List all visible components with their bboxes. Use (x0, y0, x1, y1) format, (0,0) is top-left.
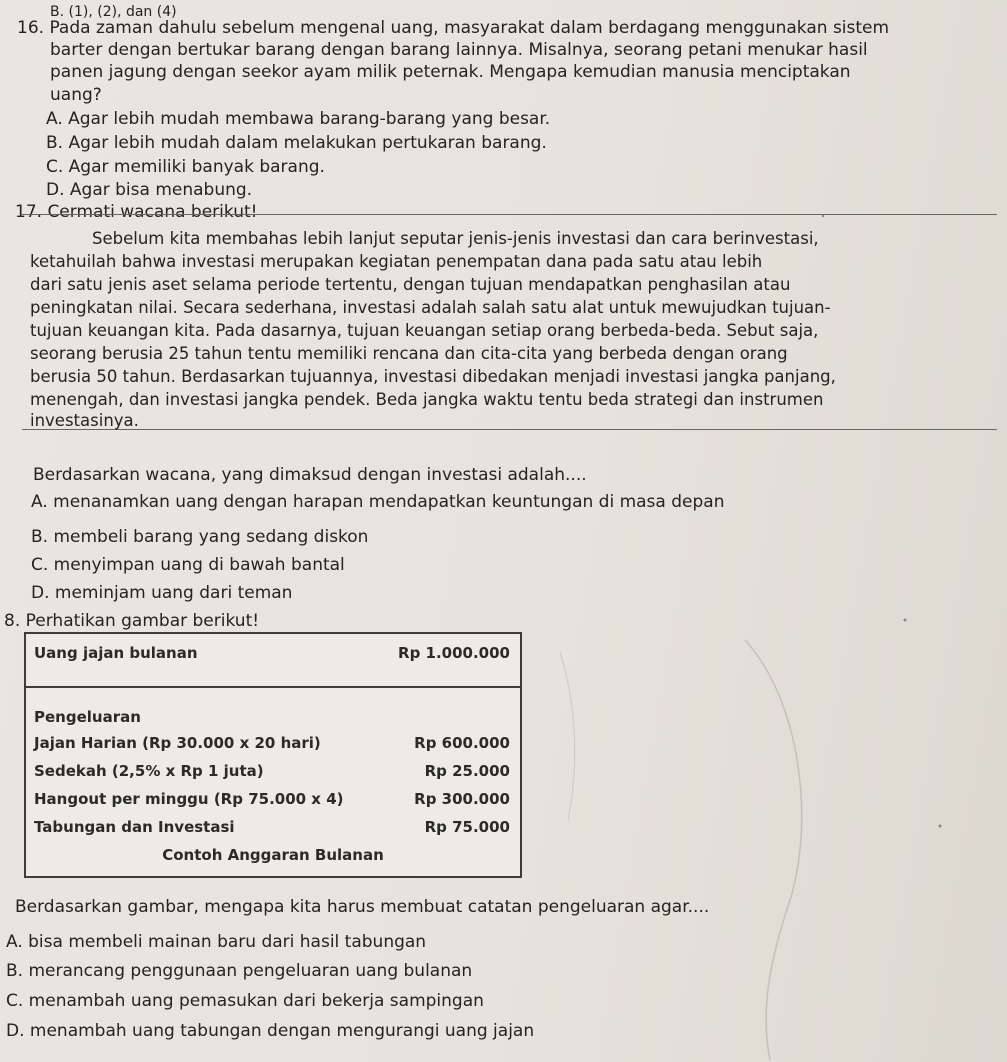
q16-line-1: 16. Pada zaman dahulu sebelum mengenal uang, masyarakat dalam berdagang menggunakan sistem (17, 18, 890, 38)
income-amount: Rp 1.000.000 (398, 644, 510, 662)
q17-option-d[interactable]: D. meminjam uang dari teman (31, 583, 293, 603)
expense-amount: Rp 25.000 (424, 762, 510, 780)
q18-option-c[interactable]: C. menambah uang pemasukan dari bekerja sampingan (6, 991, 484, 1011)
passage-line-4: peningkatan nilai. Secara sederhana, investasi adalah salah satu alat untuk mewujudkan tujuan- (30, 298, 831, 317)
passage-line-6: seorang berusia 25 tahun tentu memiliki rencana dan cita-cita yang berbeda dengan orang (30, 344, 788, 363)
expense-amount: Rp 300.000 (414, 790, 510, 808)
q15-option-b: B. (1), (2), dan (4) (50, 4, 177, 20)
q16-option-b[interactable]: B. Agar lebih mudah dalam melakukan pertukaran barang. (46, 133, 547, 153)
expense-row (26, 784, 520, 814)
income-row (26, 638, 520, 668)
figure-divider (26, 686, 520, 688)
q17-option-c[interactable]: C. menyimpan uang di bawah bantal (31, 555, 345, 575)
passage-line-3: dari satu jenis aset selama periode tertentu, dengan tujuan mendapatkan penghasilan atau (30, 275, 791, 294)
q16-option-d[interactable]: D. Agar bisa menabung. (46, 180, 253, 200)
expense-row (26, 756, 520, 786)
q17-option-b[interactable]: B. membeli barang yang sedang diskon (31, 527, 369, 547)
q18-option-b[interactable]: B. merancang penggunaan pengeluaran uang bulanan (6, 961, 473, 981)
expense-row (26, 812, 520, 842)
q16-line-4: uang? (50, 85, 102, 105)
q16-line-2: barter dengan bertukar barang dengan barang lainnya. Misalnya, seorang petani menukar hasil (50, 40, 868, 60)
q18-intro: 8. Perhatikan gambar berikut! (4, 611, 260, 631)
monthly-budget-figure (24, 632, 522, 878)
q18-question: Berdasarkan gambar, mengapa kita harus membuat catatan pengeluaran agar.... (15, 897, 710, 917)
q17-intro: 17. Cermati wacana berikut! (15, 202, 258, 222)
q18-option-d[interactable]: D. menambah uang tabungan dengan mengurangi uang jajan (6, 1021, 535, 1041)
income-label: Uang jajan bulanan (34, 644, 198, 662)
passage-line-9: investasinya. (30, 411, 139, 430)
expense-amount: Rp 75.000 (424, 818, 510, 836)
q18-option-a[interactable]: A. bisa membeli mainan baru dari hasil tabungan (6, 932, 427, 952)
expense-row (26, 728, 520, 758)
q17-question: Berdasarkan wacana, yang dimaksud dengan investasi adalah.... (33, 465, 587, 485)
q16-option-a[interactable]: A. Agar lebih mudah membawa barang-barang yang besar. (46, 109, 551, 129)
passage-line-8: menengah, dan investasi jangka pendek. Beda jangka waktu tentu beda strategi dan instrumen (30, 390, 824, 409)
q17-option-a[interactable]: A. menanamkan uang dengan harapan mendapatkan keuntungan di masa depan (31, 492, 725, 512)
expense-header: Pengeluaran (34, 708, 141, 726)
expense-label: Jajan Harian (Rp 30.000 x 20 hari) (34, 734, 321, 752)
q16-option-c[interactable]: C. Agar memiliki banyak barang. (46, 157, 325, 177)
passage-line-1: Sebelum kita membahas lebih lanjut seputar jenis-jenis investasi dan cara berinvestasi, (92, 229, 819, 248)
figure-caption: Contoh Anggaran Bulanan (162, 846, 384, 864)
q16-line-3: panen jagung dengan seekor ayam milik peternak. Mengapa kemudian manusia menciptakan (50, 62, 851, 82)
expense-amount: Rp 600.000 (414, 734, 510, 752)
expense-label: Sedekah (2,5% x Rp 1 juta) (34, 762, 264, 780)
passage-line-5: tujuan keuangan kita. Pada dasarnya, tujuan keuangan setiap orang berbeda-beda. Sebut saja, (30, 321, 819, 340)
expense-label: Tabungan dan Investasi (34, 818, 235, 836)
passage-line-2: ketahuilah bahwa investasi merupakan kegiatan penempatan dana pada satu atau lebih (30, 252, 763, 271)
reading-passage (22, 214, 997, 430)
expense-label: Hangout per minggu (Rp 75.000 x 4) (34, 790, 344, 808)
passage-line-7: berusia 50 tahun. Berdasarkan tujuannya, investasi dibedakan menjadi investasi jangka panjang, (30, 367, 836, 386)
